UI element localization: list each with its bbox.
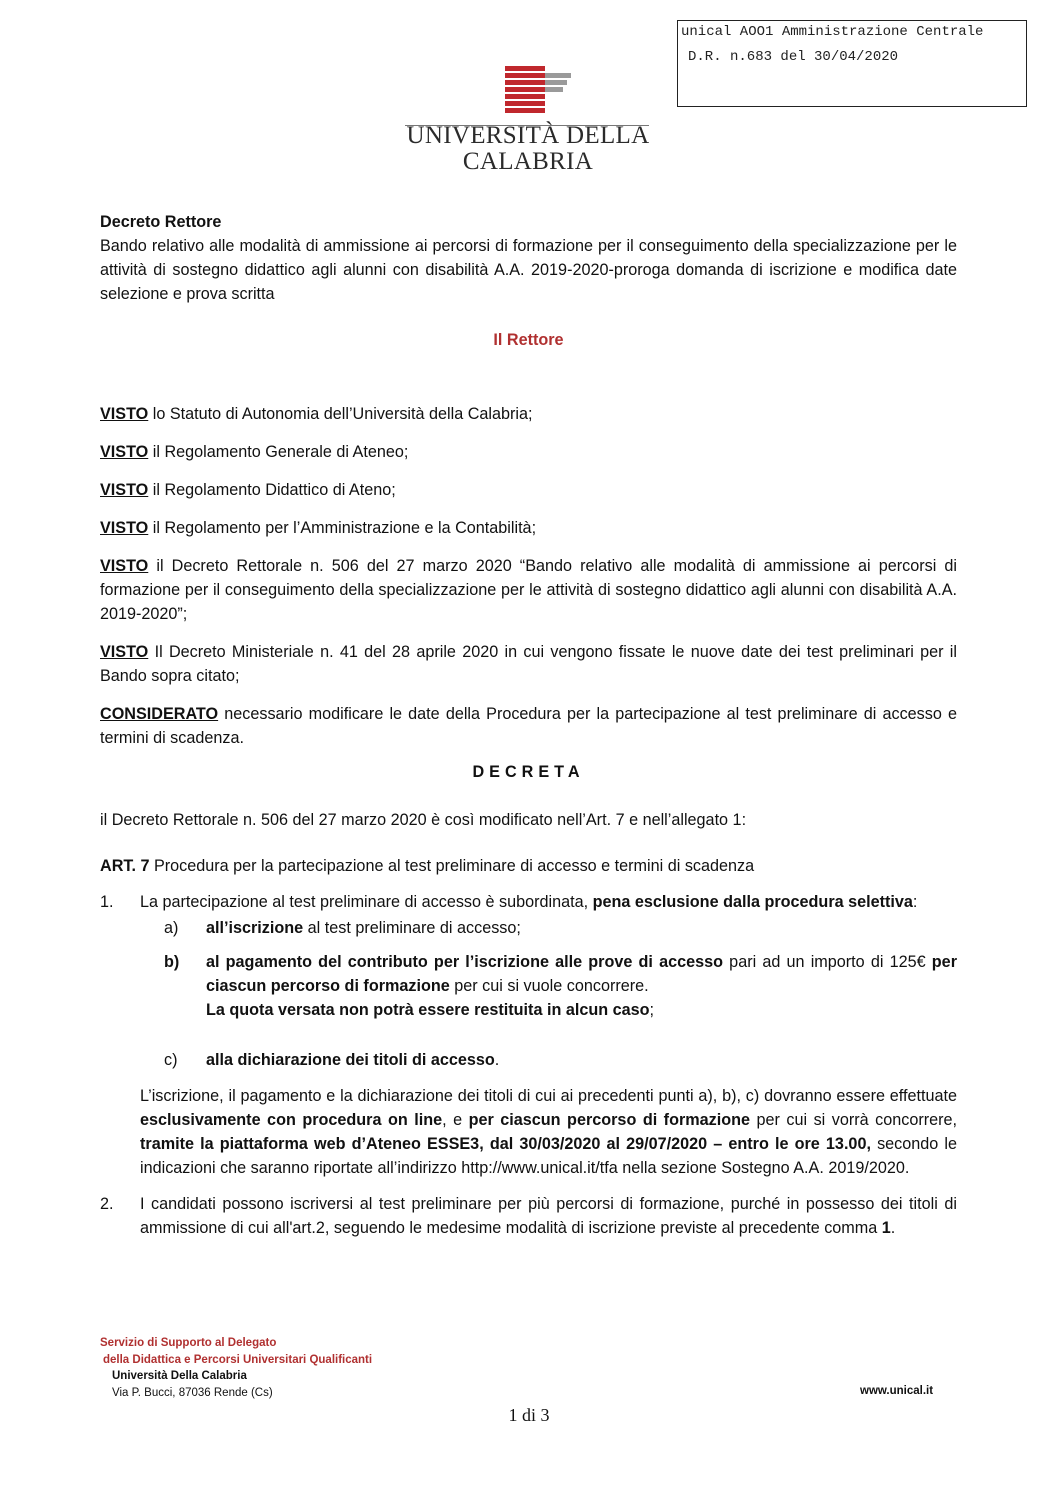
considerato-paragraph: CONSIDERATO necessario modificare le date della Procedura per la partecipazione al test preliminare di accesso e termini di scadenza. bbox=[100, 705, 957, 747]
list-item-2: 2. I candidati possono iscriversi al test preliminare per più percorsi di formazione, purché in possesso dei titoli di ammissione di cui all'art.2, seguendo le medesime modalità di iscrizione previste al precedente comma 1. bbox=[100, 1195, 957, 1237]
sub-item-c: c) alla dichiarazione dei titoli di accesso. bbox=[164, 1051, 500, 1069]
procedure-paragraph: L’iscrizione, il pagamento e la dichiarazione dei titoli di cui ai precedenti punti a), b), c) dovranno essere effettuate esclusivamente con procedura on line, e per ciascun percorso di formazione per cui si vorrà concorrere, tramite la piattaforma web d’Ateneo ESSE3, dal 30/03/2020 al 29/07/2020 – entro le ore 13.00, secondo le indicazioni che saranno riportate all’indirizzo http://www.unical.it/tfa nella sezione Sostegno A.A. 2019/2020. bbox=[140, 1087, 958, 1177]
visto-regolamento-didattico: VISTO il Regolamento Didattico di Ateno; bbox=[100, 481, 396, 499]
visto-decreto-rettorale: VISTO il Decreto Rettorale n. 506 del 27 marzo 2020 “Bando relativo alle modalità di ammissione ai percorsi di formazione per il conseguimento della specializzazione per le attività di sostegno didattico agli alunni con disabilità A.A. 2019-2020”; bbox=[100, 557, 957, 623]
list-item-1: 1. La partecipazione al test preliminare di accesso è subordinata, pena esclusione dalla procedura selettiva: bbox=[100, 893, 918, 911]
decree-title: Decreto Rettore bbox=[100, 213, 222, 231]
rettore-heading: Il Rettore bbox=[493, 331, 564, 349]
sub-item-b: b) al pagamento del contributo per l’iscrizione alle prove di accesso pari ad un importo di 125€ per ciascun percorso di formazione per cui si vuole concorrere. La quota versata non potrà essere restituita in alcun caso; bbox=[164, 953, 957, 1019]
visto-decreto-ministeriale: VISTO Il Decreto Ministeriale n. 41 del 28 aprile 2020 in cui vengono fissate le nuove date dei test preliminari per il Bando sopra citato; bbox=[100, 643, 957, 685]
footer-office-line: Servizio di Supporto al Delegato bbox=[100, 1337, 277, 1349]
footer-university-line: Università Della Calabria bbox=[112, 1370, 247, 1382]
decree-intro: il Decreto Rettorale n. 506 del 27 marzo 2020 è così modificato nell’Art. 7 e nell’allegato 1: bbox=[100, 811, 747, 829]
decreta-heading: DECRETA bbox=[472, 763, 585, 781]
stamp-line-office: unical AOO1 Amministrazione Centrale bbox=[681, 24, 984, 40]
visto-regolamento-contabilita: VISTO il Regolamento per l’Amministrazione e la Contabilità; bbox=[100, 519, 537, 537]
page-number: 1 di 3 bbox=[508, 1405, 550, 1425]
sub-item-a: a) all’iscrizione al test preliminare di accesso; bbox=[164, 919, 521, 937]
decree-body bbox=[100, 210, 957, 1240]
logo-line-2: CALABRIA bbox=[462, 148, 594, 175]
art7-heading: ART. 7 Procedura per la partecipazione al test preliminare di accesso e termini di scadenza bbox=[100, 857, 755, 875]
visto-regolamento-generale: VISTO il Regolamento Generale di Ateneo; bbox=[100, 443, 409, 461]
footer-website: www.unical.it bbox=[860, 1385, 934, 1397]
visto-statuto: VISTO lo Statuto di Autonomia dell’Università della Calabria; bbox=[100, 405, 533, 423]
footer-address bbox=[100, 1335, 372, 1401]
university-logo-text bbox=[380, 123, 676, 175]
university-logo-icon bbox=[503, 66, 573, 114]
footer-department-line: della Didattica e Percorsi Universitari Qualificanti bbox=[103, 1353, 373, 1366]
decree-subject: Bando relativo alle modalità di ammissione ai percorsi di formazione per il conseguimento della specializzazione per le attività di sostegno didattico agli alunni con disabilità A.A. 2019-2020-proroga domanda di iscrizione e modifica date selezione e prova scritta bbox=[100, 237, 957, 303]
protocol-stamp bbox=[677, 20, 1027, 107]
stamp-line-decree-number: D.R. n.683 del 30/04/2020 bbox=[688, 49, 899, 65]
logo-line-1: UNIVERSITÀ DELLA bbox=[406, 122, 650, 149]
footer-street-line: Via P. Bucci, 87036 Rende (Cs) bbox=[112, 1386, 273, 1399]
